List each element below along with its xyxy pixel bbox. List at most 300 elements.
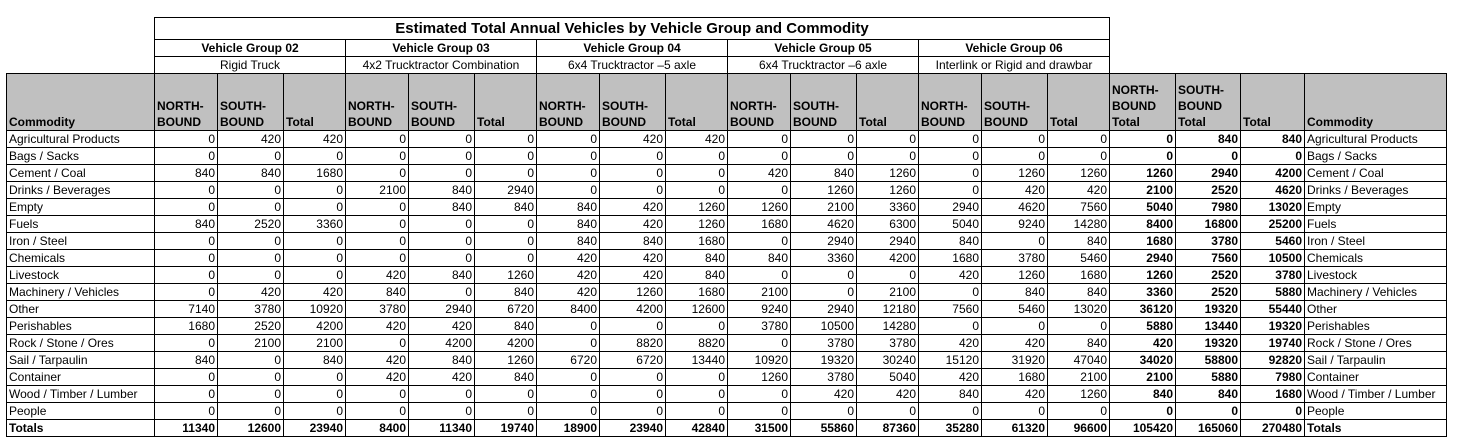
header-northbound: NORTH-BOUND <box>155 74 218 131</box>
value-cell: 0 <box>982 148 1048 165</box>
value-cell: 0 <box>1048 318 1110 335</box>
value-cell: 420 <box>537 250 600 267</box>
value-cell: 1260 <box>982 165 1048 182</box>
value-cell: 87360 <box>857 420 919 437</box>
value-cell: 2940 <box>857 233 919 250</box>
value-cell: 3780 <box>1241 267 1305 284</box>
value-cell: 2100 <box>791 199 857 216</box>
value-cell: 0 <box>346 165 409 182</box>
commodity-label-right: Container <box>1305 369 1447 386</box>
value-cell: 420 <box>1110 335 1176 352</box>
value-cell: 0 <box>218 386 284 403</box>
value-cell: 420 <box>600 199 666 216</box>
value-cell: 0 <box>409 403 475 420</box>
header-northbound: NORTH-BOUND <box>537 74 600 131</box>
commodity-label-right: Bags / Sacks <box>1305 148 1447 165</box>
value-cell: 1260 <box>1048 386 1110 403</box>
value-cell: 3360 <box>1110 284 1176 301</box>
header-total: Total <box>666 74 728 131</box>
header-commodity: Commodity <box>7 74 155 131</box>
value-cell: 7980 <box>1241 369 1305 386</box>
value-cell: 0 <box>1176 403 1241 420</box>
value-cell: 1260 <box>666 216 728 233</box>
value-cell: 5880 <box>1241 284 1305 301</box>
value-cell: 61320 <box>982 420 1048 437</box>
commodity-label-right: Sail / Tarpaulin <box>1305 352 1447 369</box>
table-row <box>7 267 1447 284</box>
value-cell: 3780 <box>1176 233 1241 250</box>
value-cell: 1680 <box>728 216 791 233</box>
value-cell: 0 <box>666 386 728 403</box>
value-cell: 1680 <box>1110 233 1176 250</box>
value-cell: 2100 <box>284 335 346 352</box>
value-cell: 0 <box>218 352 284 369</box>
value-cell: 1680 <box>919 250 982 267</box>
value-cell: 18900 <box>537 420 600 437</box>
value-cell: 3780 <box>982 250 1048 267</box>
value-cell: 1680 <box>1048 267 1110 284</box>
value-cell: 0 <box>982 131 1048 148</box>
table-row <box>7 403 1447 420</box>
commodity-label-right: Livestock <box>1305 267 1447 284</box>
value-cell: 840 <box>1048 284 1110 301</box>
value-cell: 3360 <box>284 216 346 233</box>
commodity-label-right: Chemicals <box>1305 250 1447 267</box>
value-cell: 0 <box>600 165 666 182</box>
header-southbound: SOUTH-BOUND <box>791 74 857 131</box>
vehicle-group-name: Vehicle Group 03 <box>346 40 537 57</box>
value-cell: 3360 <box>791 250 857 267</box>
value-cell: 0 <box>284 250 346 267</box>
commodity-label: Wood / Timber / Lumber <box>7 386 155 403</box>
commodity-label: Other <box>7 301 155 318</box>
value-cell: 7560 <box>919 301 982 318</box>
value-cell: 1680 <box>982 369 1048 386</box>
value-cell: 0 <box>475 386 537 403</box>
value-cell: 31500 <box>728 420 791 437</box>
value-cell: 6720 <box>600 352 666 369</box>
value-cell: 1260 <box>791 182 857 199</box>
value-cell: 7560 <box>1176 250 1241 267</box>
value-cell: 0 <box>346 216 409 233</box>
table-row <box>7 182 1447 199</box>
value-cell: 4620 <box>982 199 1048 216</box>
value-cell: 0 <box>218 233 284 250</box>
value-cell: 3360 <box>857 199 919 216</box>
value-cell: 1260 <box>475 267 537 284</box>
value-cell: 0 <box>537 386 600 403</box>
value-cell: 1260 <box>857 182 919 199</box>
value-cell: 0 <box>537 148 600 165</box>
value-cell: 420 <box>857 386 919 403</box>
value-cell: 0 <box>600 386 666 403</box>
value-cell: 420 <box>346 318 409 335</box>
table-row <box>7 131 1447 148</box>
value-cell: 1680 <box>666 284 728 301</box>
value-cell: 420 <box>666 131 728 148</box>
value-cell: 0 <box>346 386 409 403</box>
vehicle-group-name: Vehicle Group 04 <box>537 40 728 57</box>
value-cell: 12180 <box>857 301 919 318</box>
value-cell: 420 <box>600 131 666 148</box>
value-cell: 0 <box>919 131 982 148</box>
value-cell: 420 <box>218 131 284 148</box>
table-title: Estimated Total Annual Vehicles by Vehicle Group and Commodity <box>155 18 1110 40</box>
value-cell: 19740 <box>475 420 537 437</box>
value-cell: 0 <box>346 131 409 148</box>
header-commodity-right: Commodity <box>1305 74 1447 131</box>
value-cell: 0 <box>475 216 537 233</box>
value-cell: 420 <box>919 267 982 284</box>
table-row <box>7 216 1447 233</box>
value-cell: 19320 <box>791 352 857 369</box>
commodity-label: Bags / Sacks <box>7 148 155 165</box>
value-cell: 420 <box>409 318 475 335</box>
table-row <box>7 250 1447 267</box>
value-cell: 30240 <box>857 352 919 369</box>
value-cell: 0 <box>155 250 218 267</box>
vehicle-group-desc: 4x2 Trucktractor Combination <box>346 57 537 74</box>
value-cell: 0 <box>919 148 982 165</box>
value-cell: 1680 <box>284 165 346 182</box>
value-cell: 840 <box>982 284 1048 301</box>
value-cell: 420 <box>919 369 982 386</box>
value-cell: 0 <box>346 199 409 216</box>
value-cell: 0 <box>537 369 600 386</box>
value-cell: 840 <box>155 352 218 369</box>
value-cell: 2100 <box>346 182 409 199</box>
value-cell: 0 <box>218 199 284 216</box>
value-cell: 840 <box>409 182 475 199</box>
value-cell: 3780 <box>857 335 919 352</box>
value-cell: 1680 <box>1241 386 1305 403</box>
value-cell: 8400 <box>537 301 600 318</box>
table-row <box>7 369 1447 386</box>
value-cell: 0 <box>982 318 1048 335</box>
value-cell: 2100 <box>1110 182 1176 199</box>
value-cell: 0 <box>409 165 475 182</box>
value-cell: 840 <box>409 267 475 284</box>
value-cell: 840 <box>537 199 600 216</box>
value-cell: 0 <box>791 131 857 148</box>
vehicle-group-name: Vehicle Group 06 <box>919 40 1110 57</box>
value-cell: 13440 <box>1176 318 1241 335</box>
header-southbound: SOUTH-BOUND <box>600 74 666 131</box>
value-cell: 840 <box>218 165 284 182</box>
vehicle-group-name: Vehicle Group 02 <box>155 40 346 57</box>
value-cell: 19320 <box>1176 301 1241 318</box>
value-cell: 840 <box>409 199 475 216</box>
commodity-label: Livestock <box>7 267 155 284</box>
value-cell: 13020 <box>1241 199 1305 216</box>
value-cell: 5460 <box>1048 250 1110 267</box>
value-cell: 0 <box>982 233 1048 250</box>
table-row <box>7 284 1447 301</box>
table-row <box>7 199 1447 216</box>
commodity-label-right: Perishables <box>1305 318 1447 335</box>
vehicle-group-desc: 6x4 Trucktractor –6 axle <box>728 57 919 74</box>
value-cell: 1260 <box>1110 267 1176 284</box>
value-cell: 0 <box>919 165 982 182</box>
value-cell: 840 <box>728 250 791 267</box>
value-cell: 25200 <box>1241 216 1305 233</box>
value-cell: 0 <box>728 233 791 250</box>
value-cell: 5460 <box>982 301 1048 318</box>
value-cell: 0 <box>155 233 218 250</box>
commodity-label-right: Agricultural Products <box>1305 131 1447 148</box>
value-cell: 420 <box>982 335 1048 352</box>
value-cell: 0 <box>218 250 284 267</box>
value-cell: 0 <box>409 233 475 250</box>
value-cell: 0 <box>218 148 284 165</box>
value-cell: 0 <box>155 182 218 199</box>
value-cell: 0 <box>728 131 791 148</box>
value-cell: 47040 <box>1048 352 1110 369</box>
commodity-label: Sail / Tarpaulin <box>7 352 155 369</box>
value-cell: 0 <box>857 148 919 165</box>
value-cell: 5880 <box>1176 369 1241 386</box>
vehicles-table <box>6 17 1447 437</box>
value-cell: 0 <box>791 148 857 165</box>
value-cell: 420 <box>600 267 666 284</box>
value-cell: 0 <box>475 233 537 250</box>
value-cell: 0 <box>1048 131 1110 148</box>
commodity-label-right: Rock / Stone / Ores <box>1305 335 1447 352</box>
value-cell: 270480 <box>1241 420 1305 437</box>
value-cell: 0 <box>1241 403 1305 420</box>
header-northbound: NORTH-BOUND <box>346 74 409 131</box>
value-cell: 0 <box>919 284 982 301</box>
value-cell: 0 <box>857 403 919 420</box>
value-cell: 0 <box>728 182 791 199</box>
value-cell: 840 <box>346 284 409 301</box>
commodity-label: People <box>7 403 155 420</box>
value-cell: 34020 <box>1110 352 1176 369</box>
value-cell: 0 <box>537 318 600 335</box>
value-cell: 0 <box>600 369 666 386</box>
value-cell: 840 <box>155 165 218 182</box>
value-cell: 10500 <box>1241 250 1305 267</box>
value-cell: 0 <box>791 403 857 420</box>
value-cell: 7980 <box>1176 199 1241 216</box>
value-cell: 12600 <box>218 420 284 437</box>
value-cell: 4200 <box>409 335 475 352</box>
value-cell: 92820 <box>1241 352 1305 369</box>
value-cell: 1260 <box>475 352 537 369</box>
commodity-label: Container <box>7 369 155 386</box>
header-southbound: SOUTH-BOUND <box>409 74 475 131</box>
value-cell: 8820 <box>600 335 666 352</box>
value-cell: 23940 <box>284 420 346 437</box>
header-total: Total <box>1048 74 1110 131</box>
value-cell: 0 <box>284 369 346 386</box>
value-cell: 0 <box>475 148 537 165</box>
value-cell: 2520 <box>218 216 284 233</box>
value-cell: 0 <box>155 199 218 216</box>
value-cell: 12600 <box>666 301 728 318</box>
value-cell: 840 <box>666 267 728 284</box>
value-cell: 58800 <box>1176 352 1241 369</box>
value-cell: 14280 <box>1048 216 1110 233</box>
value-cell: 0 <box>218 369 284 386</box>
value-cell: 10920 <box>284 301 346 318</box>
header-southbound: SOUTH-BOUND <box>218 74 284 131</box>
value-cell: 0 <box>728 267 791 284</box>
header-southbound-total: SOUTH-BOUND Total <box>1176 74 1241 131</box>
value-cell: 0 <box>284 199 346 216</box>
value-cell: 0 <box>346 148 409 165</box>
header-northbound: NORTH-BOUND <box>728 74 791 131</box>
value-cell: 0 <box>1241 148 1305 165</box>
value-cell: 4200 <box>284 318 346 335</box>
commodity-label: Drinks / Beverages <box>7 182 155 199</box>
value-cell: 0 <box>409 216 475 233</box>
value-cell: 8400 <box>346 420 409 437</box>
value-cell: 420 <box>982 386 1048 403</box>
value-cell: 0 <box>666 318 728 335</box>
value-cell: 420 <box>791 386 857 403</box>
value-cell: 55860 <box>791 420 857 437</box>
commodity-label-right: Fuels <box>1305 216 1447 233</box>
header-total: Total <box>857 74 919 131</box>
commodity-label: Perishables <box>7 318 155 335</box>
commodity-label: Fuels <box>7 216 155 233</box>
value-cell: 1260 <box>728 199 791 216</box>
value-cell: 4620 <box>791 216 857 233</box>
value-cell: 8400 <box>1110 216 1176 233</box>
value-cell: 0 <box>409 284 475 301</box>
value-cell: 165060 <box>1176 420 1241 437</box>
value-cell: 0 <box>537 403 600 420</box>
value-cell: 0 <box>1110 131 1176 148</box>
value-cell: 0 <box>728 148 791 165</box>
table-row <box>7 335 1447 352</box>
value-cell: 0 <box>1110 403 1176 420</box>
value-cell: 0 <box>409 386 475 403</box>
value-cell: 1260 <box>728 369 791 386</box>
value-cell: 420 <box>284 284 346 301</box>
value-cell: 2940 <box>919 199 982 216</box>
value-cell: 14280 <box>857 318 919 335</box>
value-cell: 0 <box>346 403 409 420</box>
value-cell: 0 <box>409 148 475 165</box>
value-cell: 0 <box>600 182 666 199</box>
value-cell: 0 <box>1048 148 1110 165</box>
value-cell: 2520 <box>1176 182 1241 199</box>
value-cell: 0 <box>284 403 346 420</box>
value-cell: 840 <box>409 352 475 369</box>
vehicle-group-desc: Interlink or Rigid and drawbar <box>919 57 1110 74</box>
commodity-label: Cement / Coal <box>7 165 155 182</box>
value-cell: 13020 <box>1048 301 1110 318</box>
value-cell: 420 <box>346 267 409 284</box>
value-cell: 0 <box>666 165 728 182</box>
commodity-label-right: Machinery / Vehicles <box>1305 284 1447 301</box>
value-cell: 0 <box>284 386 346 403</box>
header-total: Total <box>475 74 537 131</box>
value-cell: 420 <box>600 250 666 267</box>
value-cell: 4200 <box>475 335 537 352</box>
value-cell: 6720 <box>475 301 537 318</box>
value-cell: 0 <box>346 335 409 352</box>
value-cell: 840 <box>666 250 728 267</box>
value-cell: 0 <box>728 335 791 352</box>
value-cell: 2940 <box>409 301 475 318</box>
value-cell: 0 <box>409 250 475 267</box>
value-cell: 0 <box>728 403 791 420</box>
value-cell: 0 <box>218 182 284 199</box>
value-cell: 11340 <box>409 420 475 437</box>
value-cell: 13440 <box>666 352 728 369</box>
value-cell: 0 <box>218 267 284 284</box>
value-cell: 420 <box>537 284 600 301</box>
value-cell: 0 <box>475 403 537 420</box>
commodity-label-right: Wood / Timber / Lumber <box>1305 386 1447 403</box>
value-cell: 0 <box>475 131 537 148</box>
value-cell: 0 <box>919 403 982 420</box>
commodity-label-right: Drinks / Beverages <box>1305 182 1447 199</box>
value-cell: 10500 <box>791 318 857 335</box>
value-cell: 840 <box>1048 233 1110 250</box>
value-cell: 1260 <box>857 165 919 182</box>
value-cell: 840 <box>537 233 600 250</box>
value-cell: 2940 <box>475 182 537 199</box>
value-cell: 4200 <box>857 250 919 267</box>
value-cell: 840 <box>475 369 537 386</box>
value-cell: 2940 <box>1176 165 1241 182</box>
value-cell: 0 <box>155 267 218 284</box>
value-cell: 5040 <box>1110 199 1176 216</box>
value-cell: 5460 <box>1241 233 1305 250</box>
table-row <box>7 352 1447 369</box>
value-cell: 420 <box>284 131 346 148</box>
value-cell: 0 <box>475 165 537 182</box>
value-cell: 0 <box>284 233 346 250</box>
value-cell: 3780 <box>728 318 791 335</box>
value-cell: 0 <box>982 403 1048 420</box>
value-cell: 105420 <box>1110 420 1176 437</box>
value-cell: 420 <box>600 216 666 233</box>
value-cell: 420 <box>218 284 284 301</box>
value-cell: 1680 <box>666 233 728 250</box>
commodity-label: Chemicals <box>7 250 155 267</box>
value-cell: 15120 <box>919 352 982 369</box>
value-cell: 0 <box>666 369 728 386</box>
value-cell: 0 <box>284 148 346 165</box>
value-cell: 0 <box>857 131 919 148</box>
value-cell: 3780 <box>791 369 857 386</box>
value-cell: 9240 <box>982 216 1048 233</box>
value-cell: 5040 <box>857 369 919 386</box>
value-cell: 0 <box>600 148 666 165</box>
value-cell: 0 <box>600 403 666 420</box>
commodity-label: Totals <box>7 420 155 437</box>
commodity-label: Rock / Stone / Ores <box>7 335 155 352</box>
value-cell: 0 <box>155 403 218 420</box>
value-cell: 35280 <box>919 420 982 437</box>
value-cell: 2940 <box>791 233 857 250</box>
value-cell: 2940 <box>1110 250 1176 267</box>
commodity-label: Empty <box>7 199 155 216</box>
commodity-label-right: Cement / Coal <box>1305 165 1447 182</box>
value-cell: 0 <box>346 250 409 267</box>
value-cell: 0 <box>409 131 475 148</box>
value-cell: 96600 <box>1048 420 1110 437</box>
value-cell: 0 <box>857 267 919 284</box>
value-cell: 1260 <box>982 267 1048 284</box>
value-cell: 2100 <box>728 284 791 301</box>
value-cell: 1260 <box>1110 165 1176 182</box>
